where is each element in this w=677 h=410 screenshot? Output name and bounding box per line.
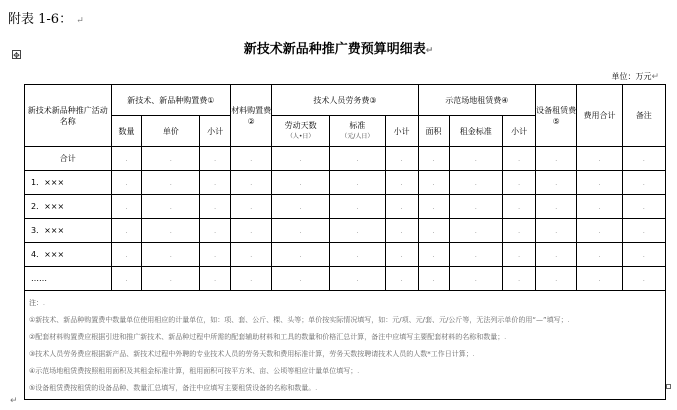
table-cell[interactable]: . — [503, 219, 536, 243]
table-cell[interactable]: . — [418, 267, 449, 291]
table-cell[interactable]: . — [231, 267, 272, 291]
row-label[interactable]: 2．××× — [25, 195, 112, 219]
table-cell[interactable]: . — [385, 267, 418, 291]
header-remark: 备注 — [622, 85, 665, 147]
header-unit-price: 单价 — [142, 116, 200, 147]
table-cell[interactable]: . — [385, 195, 418, 219]
table-cell[interactable]: . — [622, 171, 665, 195]
notes-lead: 注：. — [29, 299, 45, 307]
paragraph-mark: ↵ — [425, 46, 434, 56]
table-cell[interactable]: . — [142, 171, 200, 195]
paragraph-mark: ↵ — [10, 396, 18, 406]
table-cell[interactable]: . — [330, 243, 386, 267]
table-cell[interactable]: . — [330, 147, 386, 171]
table-cell[interactable]: . — [231, 195, 272, 219]
table-cell[interactable]: . — [272, 243, 330, 267]
note-item: ④示范场地租赁费按照租用面积及其租金标准计算，租用面积可按平方米、亩、公顷等相应计量单位填写；. — [29, 367, 360, 375]
table-move-handle-icon[interactable]: ✥ — [13, 51, 20, 60]
table-cell[interactable]: . — [330, 171, 386, 195]
table-cell[interactable]: . — [503, 147, 536, 171]
table-cell[interactable]: . — [622, 147, 665, 171]
table-cell[interactable]: . — [536, 195, 577, 219]
table-resize-handle[interactable] — [666, 384, 671, 389]
row-label[interactable]: 4．××× — [25, 243, 112, 267]
table-cell[interactable]: . — [330, 267, 386, 291]
table-cell[interactable]: . — [536, 243, 577, 267]
table-cell[interactable]: . — [622, 195, 665, 219]
header-labor-subtotal: 小计 — [385, 116, 418, 147]
table-cell[interactable]: . — [272, 171, 330, 195]
table-cell[interactable]: . — [142, 147, 200, 171]
table-cell[interactable]: . — [330, 195, 386, 219]
table-cell[interactable]: . — [622, 267, 665, 291]
table-cell[interactable]: . — [536, 171, 577, 195]
table-cell[interactable]: . — [577, 147, 622, 171]
table-title: 新技术新品种推广费预算明细表↵ — [243, 42, 434, 57]
appendix-heading: 附表 1-6： ↵ — [8, 12, 84, 27]
table-cell[interactable]: . — [272, 267, 330, 291]
header-site-group: 示范场地租赁费④ — [418, 85, 535, 116]
header-materials-group: 新技术、新品种购置费① — [111, 85, 231, 116]
note-item: ②配套材料购置费应根据引进和推广新技术、新品种过程中所需的配套辅助材料和工具的数量和价格汇总计算，备注中应填写主要配套材料的名称和数量；. — [29, 333, 507, 341]
paragraph-mark: ↵ — [76, 16, 84, 26]
table-cell[interactable]: . — [418, 171, 449, 195]
table-cell[interactable]: . — [111, 147, 142, 171]
paragraph-mark: ↵ — [651, 72, 659, 82]
header-area: 面积 — [418, 116, 449, 147]
table-cell[interactable]: . — [418, 243, 449, 267]
table-cell[interactable]: . — [111, 219, 142, 243]
table-cell[interactable]: . — [449, 171, 503, 195]
table-row — [25, 171, 666, 195]
table-cell[interactable]: . — [503, 195, 536, 219]
table-cell[interactable]: . — [272, 219, 330, 243]
header-activity-name: 新技术新品种推广活动名称 — [25, 85, 112, 147]
table-cell[interactable]: . — [449, 147, 503, 171]
table-cell[interactable]: . — [385, 219, 418, 243]
table-cell[interactable]: . — [200, 219, 231, 243]
table-cell[interactable]: . — [330, 219, 386, 243]
unit-label: 单位：万元↵ — [611, 72, 659, 82]
table-row — [25, 147, 666, 171]
note-item: ①新技术、新品种购置费中数量单位使用相应的计量单位，如：项、套、公斤、棵、头等；单价按实际情况填写，如：元/项、元/套、元/公斤等，无法列示单价的用“—”填写；. — [29, 316, 570, 324]
table-cell[interactable]: . — [418, 195, 449, 219]
table-cell[interactable]: . — [231, 243, 272, 267]
table-cell[interactable]: . — [622, 219, 665, 243]
table-row — [25, 243, 666, 267]
header-labor-standard: 标准 （元/人日） — [330, 116, 386, 147]
table-cell[interactable]: . — [231, 219, 272, 243]
table-cell[interactable]: . — [449, 219, 503, 243]
table-cell[interactable]: . — [200, 243, 231, 267]
row-label[interactable]: …… — [25, 267, 112, 291]
row-label[interactable]: 3．××× — [25, 219, 112, 243]
table-row — [25, 219, 666, 243]
table-cell[interactable]: . — [449, 195, 503, 219]
table-cell[interactable]: . — [231, 147, 272, 171]
table-cell[interactable]: . — [200, 267, 231, 291]
table-cell[interactable]: . — [622, 243, 665, 267]
table-cell[interactable]: . — [577, 171, 622, 195]
table-cell[interactable]: . — [418, 219, 449, 243]
table-cell[interactable]: . — [111, 195, 142, 219]
table-cell[interactable]: . — [231, 171, 272, 195]
table-cell[interactable]: . — [577, 195, 622, 219]
table-cell[interactable]: . — [111, 171, 142, 195]
budget-table — [24, 84, 666, 400]
table-cell[interactable]: . — [503, 267, 536, 291]
header-qty: 数量 — [111, 116, 142, 147]
header-labor-days: 劳动天数 （人•日） — [272, 116, 330, 147]
table-cell[interactable]: . — [449, 243, 503, 267]
table-row — [25, 195, 666, 219]
table-cell[interactable]: . — [449, 267, 503, 291]
table-row — [25, 267, 666, 291]
table-cell[interactable]: . — [142, 219, 200, 243]
header-equipment: 设备租赁费⑤ — [536, 85, 577, 147]
table-cell[interactable]: . — [385, 147, 418, 171]
table-cell[interactable]: . — [272, 195, 330, 219]
table-cell[interactable]: . — [577, 267, 622, 291]
row-label[interactable]: 合计 — [25, 147, 112, 171]
table-cell[interactable]: . — [200, 147, 231, 171]
header-supplies: 材料购置费② — [231, 85, 272, 147]
table-cell[interactable]: . — [385, 171, 418, 195]
header-materials-subtotal: 小计 — [200, 116, 231, 147]
table-cell[interactable]: . — [577, 219, 622, 243]
table-cell[interactable]: . — [200, 195, 231, 219]
table-cell[interactable]: . — [577, 243, 622, 267]
table-cell[interactable]: . — [142, 195, 200, 219]
notes-cell — [25, 291, 666, 400]
table-cell[interactable]: . — [142, 243, 200, 267]
table-cell[interactable]: . — [503, 243, 536, 267]
note-item: ③技术人员劳务费应根据新产品、新技术过程中外聘的专业技术人员的劳务天数和费用标准计算，劳务天数按聘请技术人员的人数*工作日计算；. — [29, 350, 475, 358]
table-cell[interactable]: . — [536, 267, 577, 291]
header-total: 费用合计 — [577, 85, 622, 147]
row-label[interactable]: 1．××× — [25, 171, 112, 195]
table-cell[interactable]: . — [536, 147, 577, 171]
table-cell[interactable]: . — [503, 171, 536, 195]
table-cell[interactable]: . — [272, 147, 330, 171]
header-site-subtotal: 小计 — [503, 116, 536, 147]
table-cell[interactable]: . — [385, 243, 418, 267]
header-rent-standard: 租金标准 — [449, 116, 503, 147]
table-cell[interactable]: . — [111, 243, 142, 267]
header-labor-group: 技术人员劳务费③ — [272, 85, 418, 116]
table-cell[interactable]: . — [536, 219, 577, 243]
table-cell[interactable]: . — [200, 171, 231, 195]
table-cell[interactable]: . — [418, 147, 449, 171]
table-cell[interactable]: . — [142, 267, 200, 291]
note-item: ⑤设备租赁费按租赁的设备品种、数量汇总填写，备注中应填写主要租赁设备的名称和数量。. — [29, 384, 318, 392]
table-cell[interactable]: . — [111, 267, 142, 291]
